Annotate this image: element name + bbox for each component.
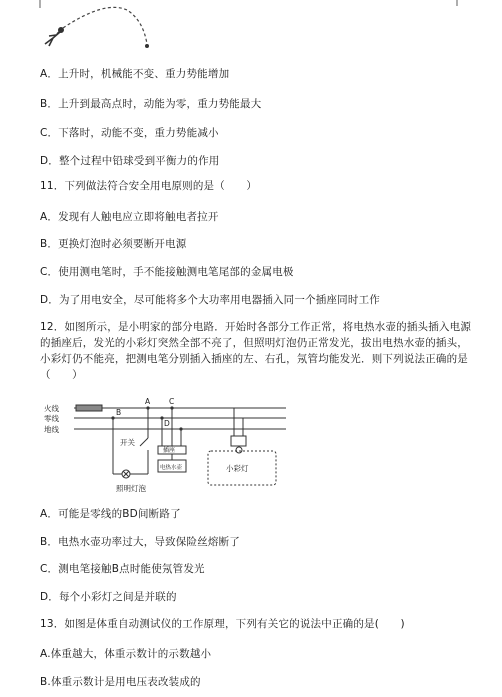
q12-option-b: B．电热水壶功率过大，导致保险丝熔断了 (40, 536, 241, 548)
socket-label: 插座 (163, 447, 176, 454)
live-wire-label: 火线 (44, 404, 59, 413)
household-circuit-diagram (36, 396, 302, 498)
lights-label: 小彩灯 (226, 464, 249, 473)
q12-option-a: A．可能是零线的BD间断路了 (40, 508, 181, 520)
page-corner-mark (455, 0, 465, 10)
point-c-label: C (169, 397, 175, 406)
q12-option-d: D．每个小彩灯之间是并联的 (40, 591, 177, 603)
q12-option-c: C．测电笔接触B点时能使氖管发光 (40, 563, 205, 575)
q12-stem-line: 的插座后，发光的小彩灯突然全部不亮了，但照明灯泡仍正常发光，拔出电热水壶的插头， (40, 337, 468, 349)
kettle-label: 电热水壶 (160, 465, 183, 471)
q10-option-a: A．上升时，机械能不变、重力势能增加 (40, 68, 230, 80)
q13-stem: 13．如图是体重自动测试仪的工作原理，下列有关它的说法中正确的是( ) (40, 618, 405, 630)
q12-stem-line: 小彩灯仍不能亮，把测电笔分别插入插座的左、右孔，氖管均能发光．则下列说法正确的是 (40, 353, 468, 365)
ground-wire-label: 地线 (44, 425, 59, 434)
shot-ball-icon (145, 44, 149, 48)
q12-stem-line: （ ） (40, 369, 83, 381)
point-b-label: B (116, 408, 122, 417)
point-a-label: A (145, 397, 151, 406)
plug-icon (231, 436, 246, 446)
trajectory-arc (63, 7, 147, 44)
q11-option-b: B．更换灯泡时必须要断开电源 (40, 238, 187, 250)
neutral-wire-label: 零线 (44, 414, 59, 423)
q10-option-c: C．下落时，动能不变，重力势能减小 (40, 127, 219, 139)
q11-stem: 11．下列做法符合安全用电原则的是（ ） (40, 180, 258, 192)
bulb-icon (122, 470, 130, 478)
q12-stem (40, 319, 484, 383)
q11-option-a: A．发现有人触电应立即将触电者拉开 (40, 211, 219, 223)
shot-put-trajectory-figure (35, 0, 195, 58)
q10-option-b: B．上升到最高点时，动能为零，重力势能最大 (40, 98, 262, 110)
bulb-label: 照明灯泡 (116, 484, 146, 493)
thrower-icon (45, 28, 63, 46)
q11-option-c: C．使用测电笔时，手不能接触测电笔尾部的金属电极 (40, 266, 294, 278)
q12-stem-line: 12．如图所示，是小明家的部分电路．开始时各部分工作正常，将电热水壶的插头插入电源 (40, 321, 472, 333)
q13-option-a: A.体重越大，体重示数计的示数越小 (40, 648, 212, 660)
q10-option-d: D．整个过程中铅球受到平衡力的作用 (40, 155, 220, 167)
q11-option-d: D．为了用电安全，尽可能将多个大功率用电器插入同一个插座同时工作 (40, 294, 380, 306)
q13-option-b: B.体重示数计是用电压表改装成的 (40, 676, 201, 688)
switch-label: 开关 (120, 438, 135, 447)
fuse-icon (76, 405, 102, 411)
point-d-label: D (164, 419, 170, 428)
